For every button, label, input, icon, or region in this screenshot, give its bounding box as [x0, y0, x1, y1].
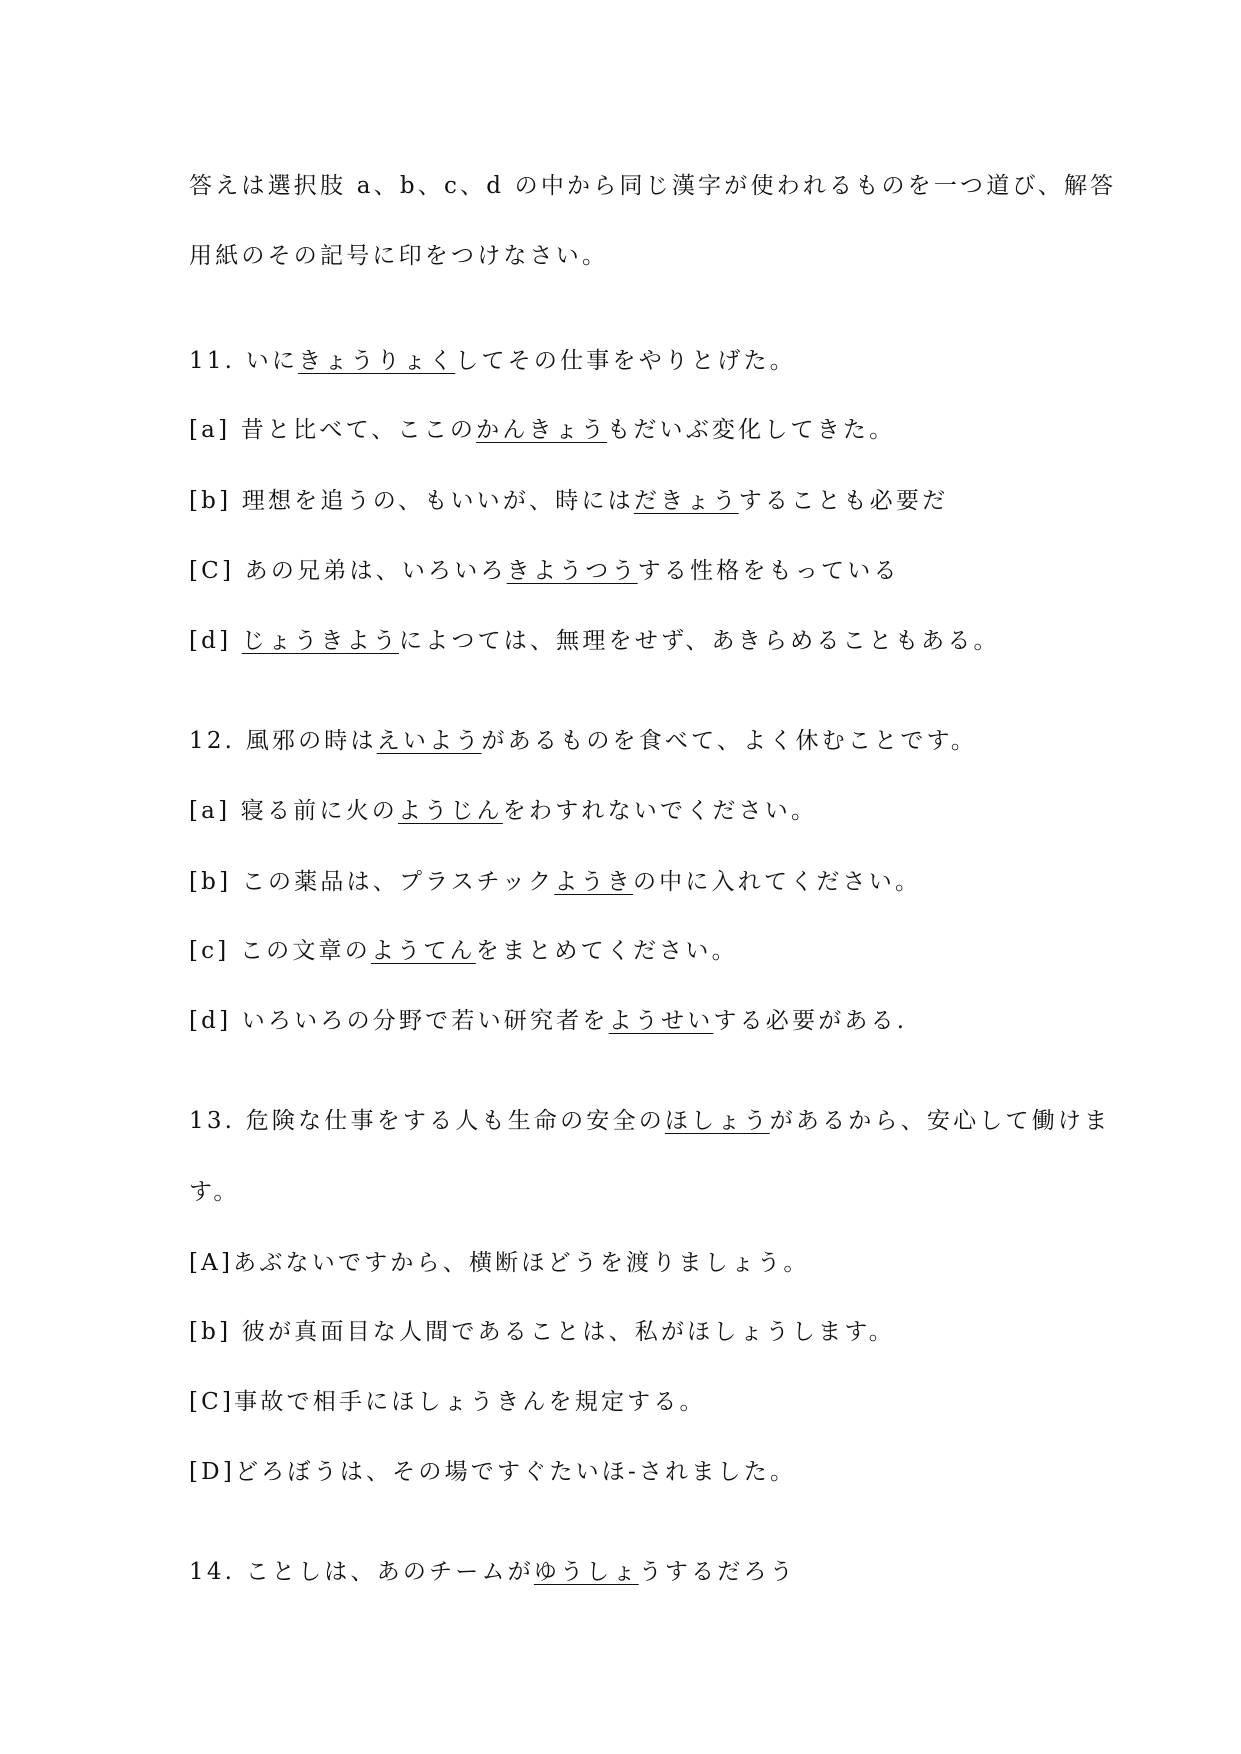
- underlined-word: じょうきよう: [241, 628, 399, 654]
- question-13-option-b: [b] 彼が真面目な人間であることは、私がほしょうします。: [189, 1319, 895, 1345]
- question-13-option-a: [A]あぶないですから、横断ほどうを渡りましょう。: [189, 1250, 810, 1276]
- underlined-word: ほしょう: [664, 1108, 770, 1134]
- question-13-stem-continued: す。: [189, 1179, 240, 1205]
- question-12-stem: 12. 風邪の時はえいようがあるものを食べて、よく休むことです。: [189, 728, 978, 754]
- underlined-word: ようせい: [608, 1008, 714, 1034]
- underlined-word: えいよう: [376, 728, 482, 754]
- underlined-word: ようじん: [397, 798, 503, 824]
- question-11-stem: 11. いにきょうりょくしてその仕事をやりとげた。: [189, 348, 796, 374]
- underlined-word: ようき: [554, 869, 633, 895]
- question-13-option-c: [C]事故で相手にほしょうきんを規定する。: [189, 1389, 706, 1415]
- question-12-option-b: [b] この薬品は、プラスチックようきの中に入れてください。: [189, 869, 922, 895]
- instruction-line-2: 用紙のその記号に印をつけなさい。: [189, 243, 609, 269]
- underlined-word: ゆうしょ: [533, 1559, 639, 1585]
- question-14-stem: 14. ことしは、あのチームがゆうしょうするだろう: [189, 1559, 796, 1585]
- question-12-option-d: [d] いろいろの分野で若い研究者をようせいする必要がある.: [189, 1008, 908, 1034]
- underlined-word: かんきょう: [476, 417, 608, 443]
- question-11-option-c: [C] あの兄弟は、いろいろきようつうする性格をもっている: [189, 558, 900, 584]
- question-13-option-d: [D]どろぼうは、その場ですぐたいほ-されました。: [189, 1459, 797, 1485]
- underlined-word: きようつう: [506, 558, 638, 584]
- question-12-option-c: [c] この文章のようてんをまとめてください。: [189, 938, 738, 964]
- question-11-option-d: [d] じょうきようによつては、無理をせず、あきらめることもある。: [189, 628, 1000, 654]
- underlined-word: だきょう: [633, 488, 739, 514]
- question-13-stem: 13. 危険な仕事をする人も生命の安全のほしょうがあるから、安心して働けま: [189, 1108, 1111, 1134]
- question-11-option-b: [b] 理想を追うの、もいいが、時にはだきょうすることも必要だ: [189, 488, 949, 514]
- underlined-word: ようてん: [370, 938, 476, 964]
- underlined-word: きょうりょく: [298, 348, 456, 374]
- instruction-line-1: 答えは選択肢 a、b、c、d の中から同じ漢字が使われるものを一つ道び、解答: [189, 173, 1117, 199]
- question-12-option-a: [a] 寝る前に火のようじんをわすれないでください。: [189, 798, 818, 824]
- question-11-option-a: [a] 昔と比べて、ここのかんきょうもだいぶ変化してきた。: [189, 417, 896, 443]
